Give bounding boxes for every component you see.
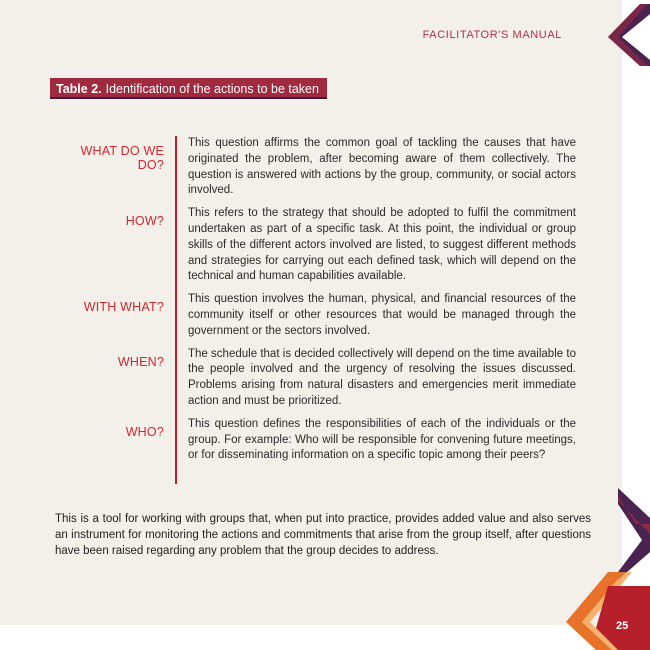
top-chevron-icon (600, 0, 650, 70)
table-row (52, 136, 580, 199)
bottom-chevron-icon (566, 572, 650, 650)
question-with-what: WITH WHAT? (83, 300, 164, 315)
page-number: 25 (616, 620, 629, 632)
answer-with-what: This question involves the human, physical, and financial resources of the community itself or other resources that would be managed through the government or the sectors involved. (188, 293, 576, 337)
question-who: WHO? (125, 424, 164, 439)
answer-how: This refers to the strategy that should be adopted to fulfil the commitment undertaken as part of a specific task. At this point, the individual or group skills of the different actors involved are listed, to suggest different methods and strategies for carrying out each defined task, which will depend on the technical and human capabilities available. (188, 207, 576, 283)
table-divider (175, 136, 177, 484)
table-row (52, 206, 580, 285)
table-caption (50, 78, 327, 99)
table-caption-label: Table 2. (56, 81, 102, 96)
question-when: WHEN? (117, 354, 164, 369)
table-row (52, 417, 580, 464)
footer-paragraph: This is a tool for working with groups that, when put into practice, provides added value and also serves an instrument for monitoring the actions and commitments that arise from the group itself, after questions have been raised regarding any problem that the group decides to address. (55, 513, 591, 557)
table-row (52, 292, 580, 339)
question-how: HOW? (125, 214, 164, 229)
actions-table (52, 136, 580, 471)
running-header: FACILITATOR'S MANUAL (422, 29, 562, 41)
table-caption-title: Identification of the actions to be taken (105, 81, 319, 96)
answer-what-do-we-do: This question affirms the common goal of tackling the causes that have originated the problem, after becoming aware of them collectively. The question is answered with actions by the group, community, or social actors involved. (188, 137, 576, 197)
table-row (52, 347, 580, 410)
answer-who: This question defines the responsibilities of each of the individuals or the group. For example: Who will be responsible for convening future meetings, or for disseminating information on a specific topic among their peers? (188, 417, 576, 462)
answer-when: The schedule that is decided collectively will depend on the time available to the people involved and the urgency of resolving the issues discussed. Problems arising from natural disasters and emergencies merit immediate action and must be prioritized. (188, 347, 576, 407)
question-what-do-we-do: WHAT DO WE DO? (80, 144, 164, 172)
